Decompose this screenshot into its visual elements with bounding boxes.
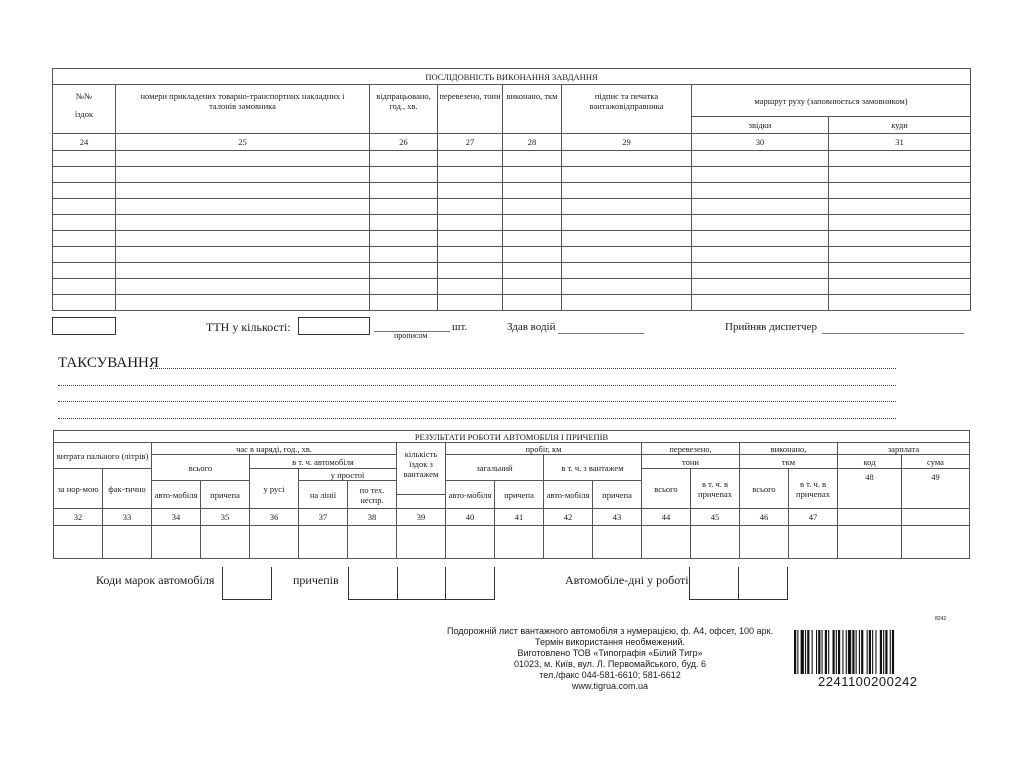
sequence-table-row (53, 295, 971, 311)
time-header: час в наряді, год., хв. (152, 443, 397, 455)
sequence-table-cell[interactable] (438, 279, 503, 295)
sequence-table-cell[interactable] (53, 279, 116, 295)
column-number: 30 (692, 134, 829, 151)
sequence-table-cell[interactable] (829, 231, 971, 247)
col-done-tkm: виконано, ткм (503, 85, 562, 134)
salary-sum-header: сума (902, 455, 970, 469)
sequence-table-cell[interactable] (829, 215, 971, 231)
ttn-propysom-label: прописом (394, 331, 428, 340)
trailer-code-box-2[interactable] (397, 567, 446, 600)
sequence-table-cell[interactable] (503, 231, 562, 247)
sequence-table-cell[interactable] (562, 263, 692, 279)
results-column-number: 47 (789, 509, 838, 526)
sequence-table-cell[interactable] (562, 151, 692, 167)
results-column-numbers-row (54, 509, 970, 526)
sequence-table-cell[interactable] (370, 247, 438, 263)
sequence-table-cell[interactable] (116, 279, 370, 295)
sequence-table-cell[interactable] (438, 151, 503, 167)
results-column-number: 43 (593, 509, 642, 526)
sequence-table-cell[interactable] (829, 151, 971, 167)
results-column-number: 37 (299, 509, 348, 526)
col-trip-number-no: №№ (75, 91, 93, 101)
sequence-table-row (53, 199, 971, 215)
fuel-norm-header: за нор-мою (54, 469, 103, 509)
sequence-table-cell[interactable] (562, 183, 692, 199)
sequence-table-cell[interactable] (503, 263, 562, 279)
printer-info-line-1: Подорожній лист вантажного автомобіля з нумерацією, ф. А4, офсет, 100 арк. (446, 626, 774, 636)
barcode-number: 2241100200242 (818, 674, 918, 689)
results-column-number: 32 (54, 509, 103, 526)
results-entry-cell[interactable] (201, 526, 250, 559)
mileage-trailer1-header: причепа (495, 481, 544, 509)
dispatcher-accepted-label: Прийняв диспетчер (725, 321, 817, 333)
sequence-table-cell[interactable] (116, 167, 370, 183)
tons-header: тони (642, 455, 740, 469)
trips-spacer (397, 495, 446, 509)
col-route-to: куди (829, 117, 971, 134)
sequence-table-cell[interactable] (116, 199, 370, 215)
results-entry-cell[interactable] (446, 526, 495, 559)
sequence-table-cell[interactable] (370, 151, 438, 167)
results-entry-cell[interactable] (902, 526, 970, 559)
results-entry-cell[interactable] (838, 526, 902, 559)
trailer-codes-label: причепів (293, 573, 339, 587)
salary-code-header: код (838, 455, 902, 469)
results-column-number: 35 (201, 509, 250, 526)
sequence-table-cell[interactable] (370, 231, 438, 247)
time-car-header: авто-мобіля (152, 481, 201, 509)
sequence-table-cell[interactable] (829, 167, 971, 183)
ttn-sht-label: шт. (452, 321, 468, 333)
time-idle-header: у простої (299, 469, 397, 481)
results-entry-cell[interactable] (495, 526, 544, 559)
sequence-table-cell[interactable] (370, 263, 438, 279)
form-code: 8242 (935, 616, 947, 622)
sequence-table-cell[interactable] (116, 295, 370, 311)
sequence-table-cell[interactable] (829, 279, 971, 295)
sequence-table-cell[interactable] (562, 279, 692, 295)
sequence-table-cell[interactable] (692, 231, 829, 247)
sequence-table-cell[interactable] (438, 215, 503, 231)
tkm-header: ткм (740, 455, 838, 469)
sequence-table-cell[interactable] (370, 279, 438, 295)
printer-info-line-3: Виготовлено ТОВ «Типографія «Білий Тигр» (517, 648, 703, 658)
sequence-table-cell[interactable] (503, 183, 562, 199)
results-entry-cell[interactable] (299, 526, 348, 559)
done-header: виконано, (740, 443, 838, 455)
results-entry-cell[interactable] (103, 526, 152, 559)
results-entry-cell[interactable] (642, 526, 691, 559)
salary-code-number: 48 (838, 469, 902, 509)
sequence-table-cell[interactable] (438, 247, 503, 263)
sequence-table-cell[interactable] (692, 183, 829, 199)
col-route-from: звідки (692, 117, 829, 134)
sequence-table-cell[interactable] (692, 279, 829, 295)
fuel-header: витрата пального (літрів) (54, 443, 152, 469)
sequence-table-cell[interactable] (438, 167, 503, 183)
results-entry-cell[interactable] (348, 526, 397, 559)
sequence-table-cell[interactable] (503, 215, 562, 231)
results-entry-cell[interactable] (152, 526, 201, 559)
col-carried-tons: перевезено, тони (438, 85, 503, 134)
sequence-table-cell[interactable] (53, 231, 116, 247)
sequence-table-cell[interactable] (370, 295, 438, 311)
sequence-table-cell[interactable] (53, 183, 116, 199)
results-entry-cell[interactable] (593, 526, 642, 559)
mileage-car2-header: авто-мобіля (544, 481, 593, 509)
sequence-table-cell[interactable] (503, 247, 562, 263)
sequence-table-cell[interactable] (503, 279, 562, 295)
sequence-table-cell[interactable] (692, 151, 829, 167)
results-column-number: 38 (348, 509, 397, 526)
col-shipper-signature: підпис та печатка вантажовідправника (562, 85, 692, 134)
sequence-table-cell[interactable] (503, 199, 562, 215)
ttn-count-label: ТТН у кількості: (206, 320, 291, 334)
col-trip-number-label: їздок (74, 109, 94, 119)
sequence-table-cell[interactable] (503, 167, 562, 183)
sequence-table-title: ПОСЛІДОВНІСТЬ ВИКОНАННЯ ЗАВДАННЯ (53, 69, 971, 85)
sequence-table-cell[interactable] (53, 295, 116, 311)
results-table-title: РЕЗУЛЬТАТИ РОБОТИ АВТОМОБІЛЯ І ПРИЧЕПІВ (54, 431, 970, 443)
sequence-table-row (53, 215, 971, 231)
time-moving-header: у русі (250, 469, 299, 509)
column-numbers-row (53, 134, 971, 151)
sequence-table-cell[interactable] (370, 167, 438, 183)
column-number: 24 (53, 134, 116, 151)
results-column-number: 40 (446, 509, 495, 526)
sequence-table-cell[interactable] (692, 247, 829, 263)
results-entry-cell[interactable] (789, 526, 838, 559)
trailer-code-box-1[interactable] (348, 567, 398, 600)
taxing-title: ТАКСУВАННЯ (58, 355, 159, 371)
trailer-code-box-3[interactable] (445, 567, 495, 600)
sequence-table-cell[interactable] (829, 263, 971, 279)
sequence-table-row (53, 183, 971, 199)
results-column-number: 46 (740, 509, 789, 526)
time-trailer-header: причепа (201, 481, 250, 509)
sequence-table-cell[interactable] (438, 231, 503, 247)
sequence-table-row (53, 279, 971, 295)
results-column-number: 36 (250, 509, 299, 526)
sequence-table-cell[interactable] (829, 247, 971, 263)
printer-info (440, 626, 780, 692)
printer-info-line-5: тел./факс 044-581-6610; 581-6612 (539, 670, 681, 680)
results-entry-row (54, 526, 970, 559)
printer-info-line-4: 01023, м. Київ, вул. Л. Первомайського, буд. 6 (514, 659, 706, 669)
results-table (53, 430, 970, 559)
fuel-fact-header: фак-тично (103, 469, 152, 509)
sequence-table-cell[interactable] (116, 247, 370, 263)
mileage-header: пробіг, км (446, 443, 642, 455)
sequence-table-cell[interactable] (370, 199, 438, 215)
results-column-number (838, 509, 902, 526)
sequence-table-cell[interactable] (53, 215, 116, 231)
results-entry-cell[interactable] (397, 526, 446, 559)
col-worked-time: відпрацьовано, год., хв. (370, 85, 438, 134)
column-number: 31 (829, 134, 971, 151)
sequence-table-cell[interactable] (53, 263, 116, 279)
taxing-line-3[interactable] (58, 401, 896, 402)
printer-info-line-6: www.tigrua.com.ua (571, 681, 649, 691)
taxing-line-2[interactable] (58, 385, 896, 386)
column-number: 27 (438, 134, 503, 151)
sequence-table-cell[interactable] (562, 167, 692, 183)
sequence-table-cell[interactable] (53, 199, 116, 215)
sequence-table-cell[interactable] (116, 263, 370, 279)
results-column-number: 41 (495, 509, 544, 526)
barcode-icon (792, 630, 942, 676)
sequence-table-cell[interactable] (692, 199, 829, 215)
salary-header: зарплата (838, 443, 970, 455)
sequence-table-cell[interactable] (116, 215, 370, 231)
car-codes-label: Коди марок автомобіля (96, 573, 215, 587)
sequence-table-cell[interactable] (562, 199, 692, 215)
results-entry-cell[interactable] (740, 526, 789, 559)
sequence-table-cell[interactable] (562, 295, 692, 311)
mileage-car1-header: авто-мобіля (446, 481, 495, 509)
carried-header: перевезено, (642, 443, 740, 455)
column-number: 25 (116, 134, 370, 151)
ttn-number-box[interactable] (52, 317, 116, 335)
results-entry-cell[interactable] (250, 526, 299, 559)
time-idle-line-header: на лінії (299, 481, 348, 509)
sequence-table-cell[interactable] (562, 215, 692, 231)
sequence-table-cell[interactable] (692, 215, 829, 231)
sequence-table-row (53, 151, 971, 167)
sequence-table-cell[interactable] (562, 231, 692, 247)
results-column-number: 33 (103, 509, 152, 526)
results-entry-cell[interactable] (691, 526, 740, 559)
results-column-number: 42 (544, 509, 593, 526)
sequence-table-cell[interactable] (438, 183, 503, 199)
done-total-header: всього (740, 469, 789, 509)
salary-sum-number: 49 (902, 469, 970, 509)
taxing-line-4[interactable] (58, 418, 896, 419)
sequence-table-cell[interactable] (829, 199, 971, 215)
results-column-number (902, 509, 970, 526)
results-entry-cell[interactable] (544, 526, 593, 559)
sequence-table-cell[interactable] (829, 295, 971, 311)
sequence-table-row (53, 263, 971, 279)
results-column-number: 45 (691, 509, 740, 526)
sequence-table-cell[interactable] (692, 167, 829, 183)
car-days-box-1[interactable] (689, 567, 739, 600)
col-route: маршрут руху (заповнюється замовником) (692, 85, 971, 117)
results-column-number: 39 (397, 509, 446, 526)
col-trip-number (53, 85, 116, 134)
driver-handed-label: Здав водій (507, 321, 556, 333)
column-number: 29 (562, 134, 692, 151)
trips-header: кількість їздок з вантажем (397, 443, 446, 495)
sequence-table-cell[interactable] (692, 295, 829, 311)
col-waybill-numbers: номери прикладених товарно-транспортних накладних і талонів замовника (116, 85, 370, 134)
results-column-number: 34 (152, 509, 201, 526)
carried-total-header: всього (642, 469, 691, 509)
column-number: 26 (370, 134, 438, 151)
car-days-box-2[interactable] (738, 567, 788, 600)
sequence-table-cell[interactable] (53, 151, 116, 167)
mileage-total-header: загальний (446, 455, 544, 481)
done-trailers-header: в т. ч. в причепах (789, 469, 838, 509)
results-column-number: 44 (642, 509, 691, 526)
sequence-table-cell[interactable] (53, 167, 116, 183)
sequence-table-body (53, 151, 971, 311)
mileage-trailer2-header: причепа (593, 481, 642, 509)
sequence-table-row (53, 247, 971, 263)
sequence-table-cell[interactable] (438, 295, 503, 311)
car-days-label: Автомобіле-дні у роботі (565, 573, 689, 587)
sequence-table-cell[interactable] (503, 151, 562, 167)
sequence-table (52, 68, 971, 311)
time-total-header: всього (152, 455, 250, 481)
sequence-table-cell[interactable] (438, 263, 503, 279)
sequence-table-cell[interactable] (53, 247, 116, 263)
sequence-table-cell[interactable] (829, 183, 971, 199)
ttn-count-box[interactable] (298, 317, 370, 335)
time-idle-tech-header: по тех. неспр. (348, 481, 397, 509)
sequence-table-row (53, 231, 971, 247)
carried-trailers-header: в т. ч. в причепах (691, 469, 740, 509)
sequence-table-cell[interactable] (503, 295, 562, 311)
sequence-table-cell[interactable] (562, 247, 692, 263)
taxing-line-1[interactable] (150, 368, 896, 369)
dispatcher-signature-line[interactable] (822, 333, 964, 334)
sequence-table-cell[interactable] (116, 183, 370, 199)
time-incl-header: в т. ч. автомобіля (250, 455, 397, 469)
sequence-table-row (53, 167, 971, 183)
car-code-box[interactable] (222, 567, 272, 600)
sequence-table-cell[interactable] (692, 263, 829, 279)
sequence-table-cell[interactable] (116, 231, 370, 247)
sequence-table-cell[interactable] (370, 215, 438, 231)
printer-info-line-2: Термін використання необмежений. (535, 637, 685, 647)
sequence-table-cell[interactable] (438, 199, 503, 215)
sequence-table-cell[interactable] (370, 183, 438, 199)
sequence-table-cell[interactable] (116, 151, 370, 167)
column-number: 28 (503, 134, 562, 151)
driver-signature-line[interactable] (558, 333, 644, 334)
mileage-loaded-header: в т. ч. з вантажем (544, 455, 642, 481)
results-entry-cell[interactable] (54, 526, 103, 559)
